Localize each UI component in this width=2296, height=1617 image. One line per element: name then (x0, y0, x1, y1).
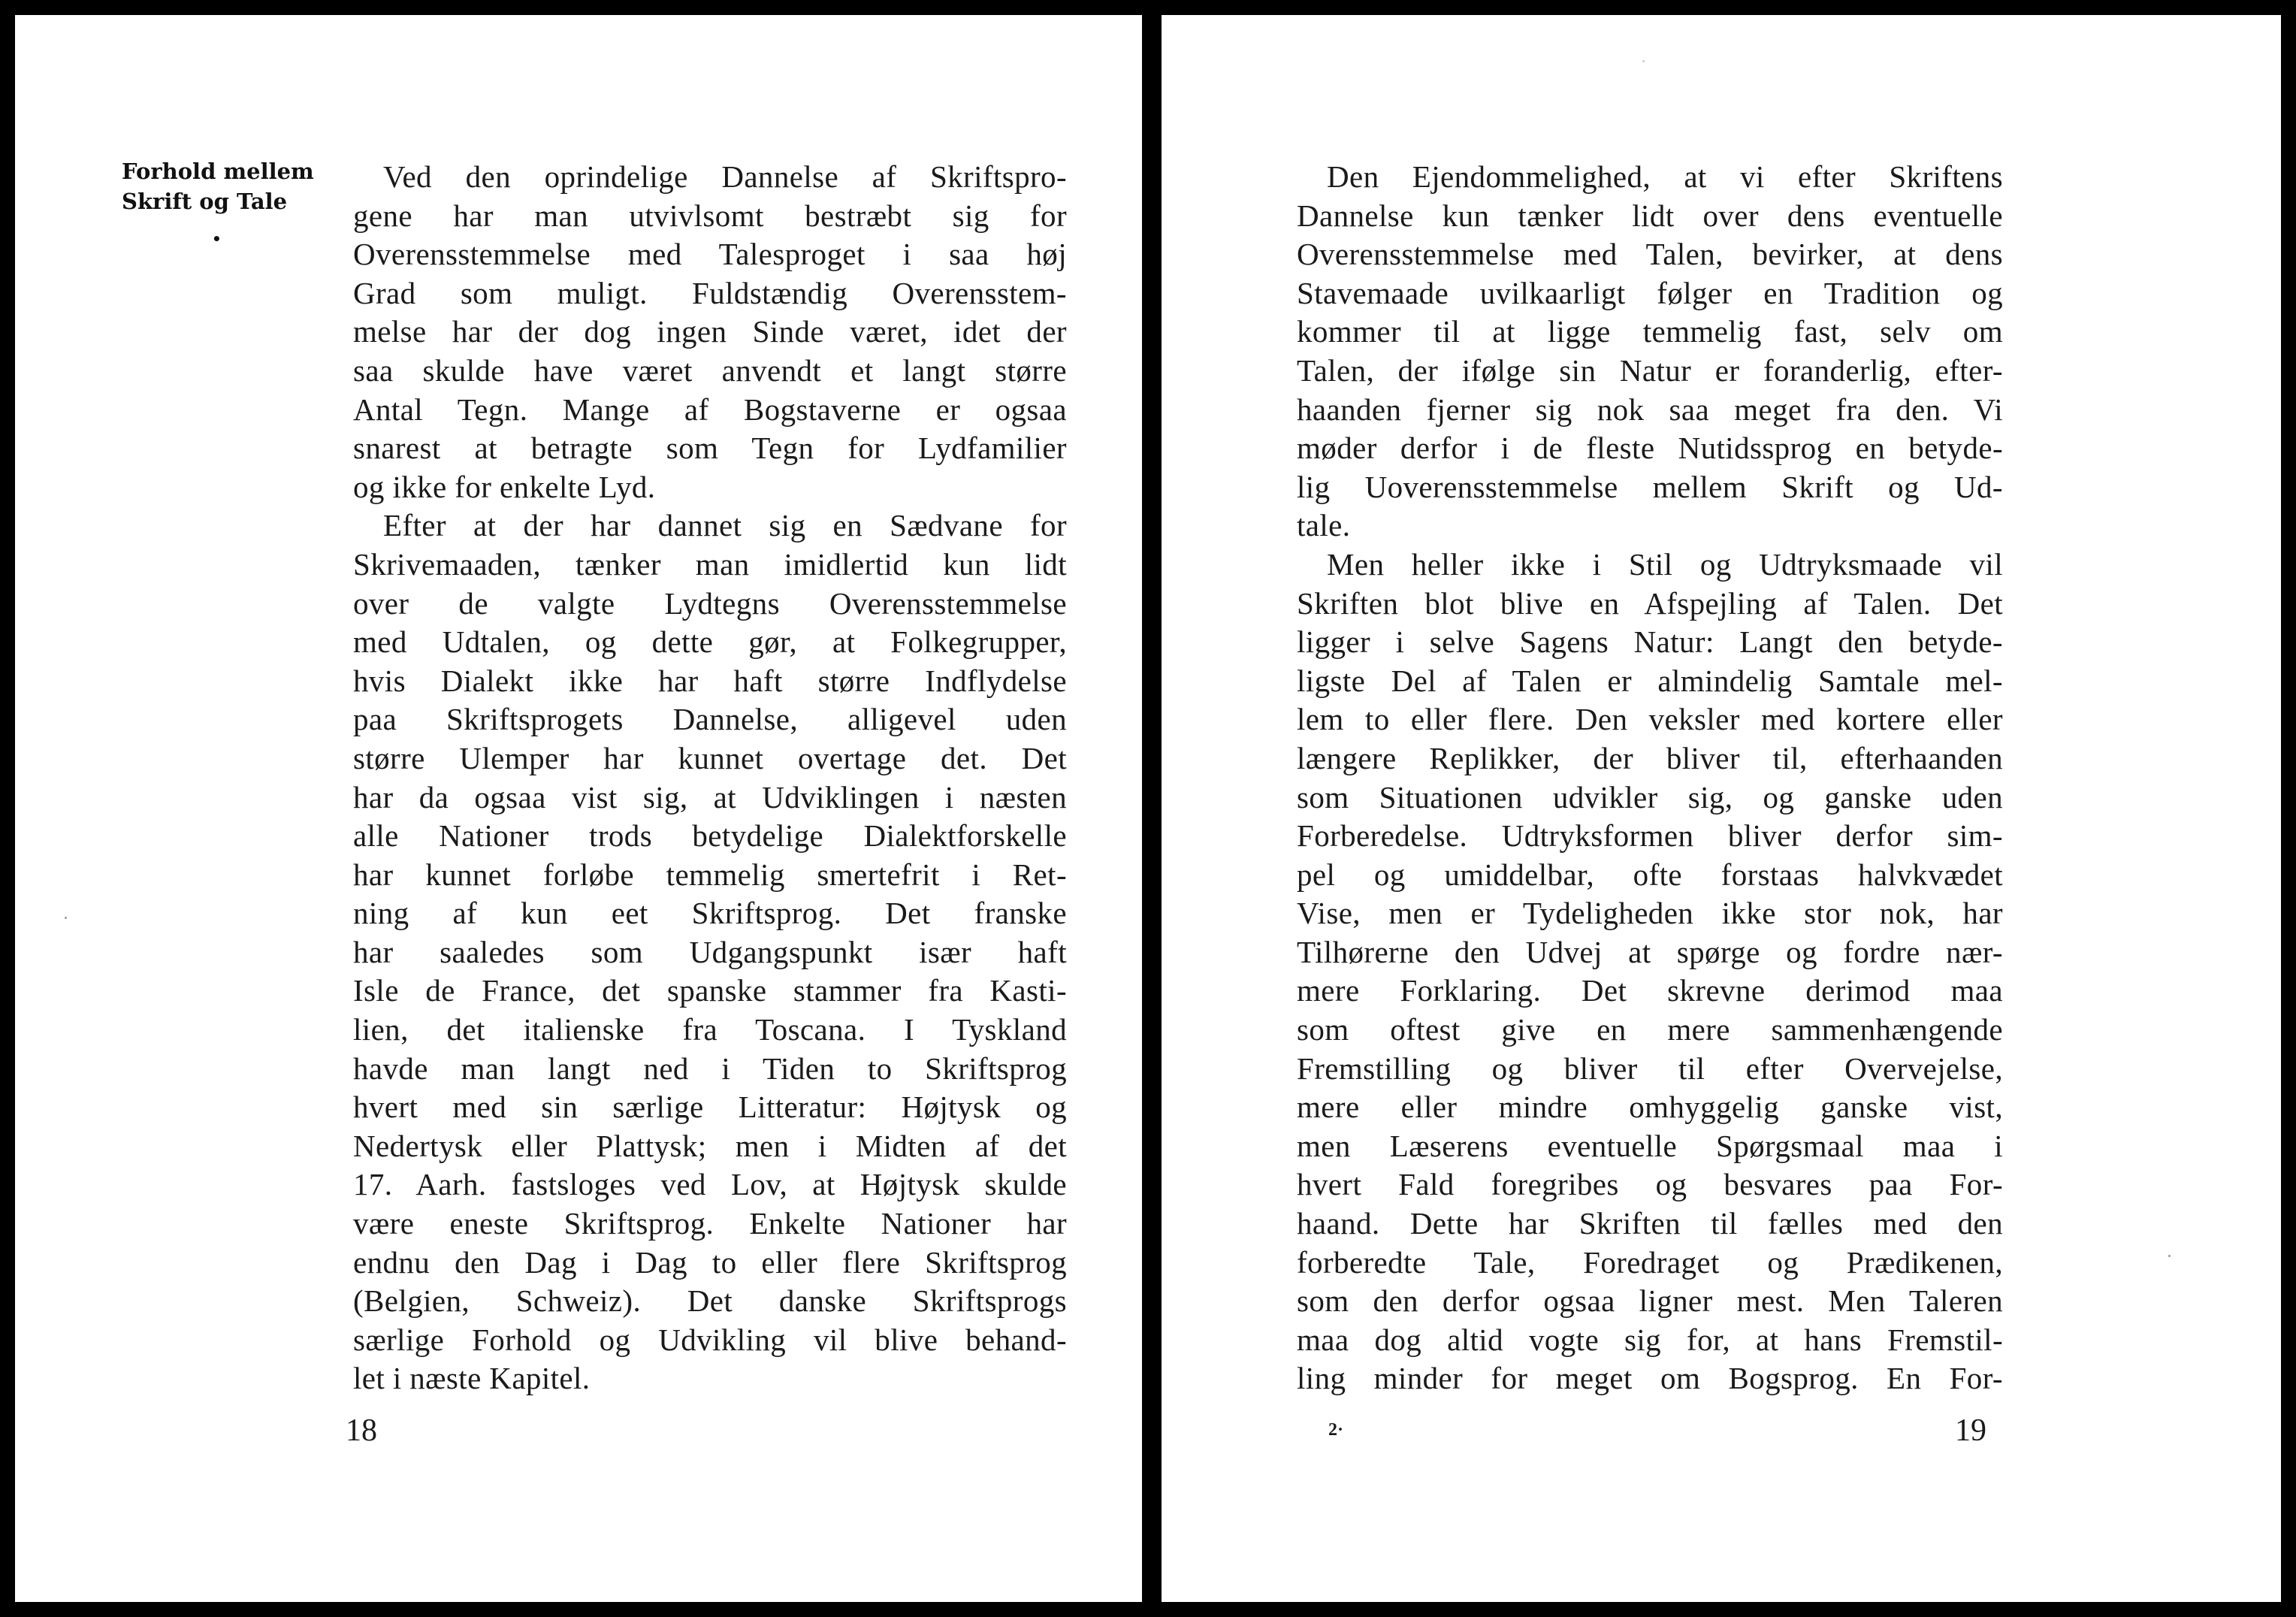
text-line: lien, det italienske fra Toscana. I Tyskland (353, 1012, 1067, 1047)
text-line: Fremstilling og bliver til efter Overvejelse, (1297, 1050, 2003, 1086)
text-line: Overensstemmelse med Talesproget i saa høj (353, 237, 1067, 272)
paper-speck (2168, 1255, 2171, 1257)
text-line: længere Replikker, der bliver til, efterhaanden (1297, 740, 2003, 775)
text-line: Tilhørerne den Udvej at spørge og fordre nær- (1297, 934, 2003, 969)
text-line: lig Uoverensstemmelse mellem Skrift og Ud- (1297, 469, 2003, 504)
text-line: Overensstemmelse med Talen, bevirker, at dens (1297, 237, 2003, 272)
text-line: som Situationen udvikler sig, og ganske uden (1297, 779, 2003, 815)
text-line: hvert Fald foregribes og besvares paa For- (1297, 1167, 2003, 1202)
text-line: forberedte Tale, Foredraget og Prædikenen, (1297, 1244, 2003, 1280)
text-line: med Udtalen, og dette gør, at Folkegrupper, (353, 624, 1067, 660)
right-page (1162, 15, 2281, 1602)
margin-note-mark: • (212, 230, 222, 248)
margin-note-line-1: Forhold mellem (122, 159, 314, 184)
text-line: endnu den Dag i Dag to eller flere Skriftsprog (353, 1244, 1067, 1280)
text-line: mere eller mindre omhyggelig ganske vist, (1297, 1090, 2003, 1125)
text-line: snarest at betragte som Tegn for Lydfamilier (353, 431, 1067, 466)
text-line: Isle de France, det spanske stammer fra Kasti- (353, 973, 1067, 1008)
left-page (15, 15, 1142, 1602)
text-line: være eneste Skriftsprog. Enkelte Nationer har (353, 1206, 1067, 1241)
text-line: Stavemaade uvilkaarligt følger en Tradition og (1297, 275, 2003, 310)
text-line: Skriften blot blive en Afspejling af Talen. Det (1297, 585, 2003, 621)
text-line: havde man langt ned i Tiden to Skriftsprog (353, 1050, 1067, 1086)
text-line: og ikke for enkelte Lyd. (353, 469, 656, 504)
text-line: let i næste Kapitel. (353, 1361, 591, 1396)
left-page-body-text (353, 158, 1067, 1398)
signature-mark: 2· (1328, 1420, 1344, 1440)
text-line: særlige Forhold og Udvikling vil blive behand- (353, 1322, 1067, 1357)
text-line: alle Nationer trods betydelige Dialektforskelle (353, 818, 1067, 854)
text-line: ling minder for meget om Bogsprog. En For- (1297, 1361, 2003, 1396)
margin-note (122, 156, 347, 248)
text-line: Men heller ikke i Stil og Udtryksmaade vil (1327, 546, 2003, 582)
text-line: Antal Tegn. Mange af Bogstaverne er ogsaa (353, 391, 1067, 427)
text-line: hvis Dialekt ikke har haft større Indflydelse (353, 663, 1067, 698)
text-line: (Belgien, Schweiz). Det danske Skriftsprogs (353, 1283, 1067, 1319)
text-line: ligste Del af Talen er almindelig Samtale mel- (1297, 663, 2003, 698)
paper-speck (65, 917, 67, 919)
text-line: har saaledes som Udgangspunkt især haft (353, 934, 1067, 969)
text-line: Efter at der har dannet sig en Sædvane for (383, 508, 1067, 543)
text-line: tale. (1297, 508, 1351, 543)
text-line: haanden fjerner sig nok saa meget fra den. Vi (1297, 391, 2003, 427)
right-page-body-text (1297, 158, 2003, 1398)
text-line: hvert med sin særlige Litteratur: Højtysk og (353, 1090, 1067, 1125)
text-line: pel og umiddelbar, ofte forstaas halvkvædet (1297, 857, 2003, 892)
text-line: 17. Aarh. fastsloges ved Lov, at Højtysk skulde (353, 1167, 1067, 1202)
text-line: Den Ejendommelighed, at vi efter Skriftens (1327, 159, 2003, 194)
text-line: Dannelse kun tænker lidt over dens eventuelle (1297, 198, 2003, 233)
text-line: mere Forklaring. Det skrevne derimod maa (1297, 973, 2003, 1008)
text-line: som oftest give en mere sammenhængende (1297, 1012, 2003, 1047)
text-line: Vise, men er Tydeligheden ikke stor nok, har (1297, 896, 2003, 931)
text-line: haand. Dette har Skriften til fælles med den (1297, 1206, 2003, 1241)
text-line: har da ogsaa vist sig, at Udviklingen i næsten (353, 779, 1067, 815)
text-line: saa skulde have været anvendt et langt større (353, 352, 1067, 388)
page-number: 19 (1955, 1413, 1986, 1448)
text-line: paa Skriftsprogets Dannelse, alligevel uden (353, 702, 1067, 737)
text-line: Forberedelse. Udtryksformen bliver derfor sim- (1297, 818, 2003, 854)
text-line: har kunnet forløbe temmelig smertefrit i Ret- (353, 857, 1067, 892)
text-line: kommer til at ligge temmelig fast, selv om (1297, 314, 2003, 349)
text-line: Nedertysk eller Plattysk; men i Midten af det (353, 1128, 1067, 1163)
text-line: Grad som muligt. Fuldstændig Overensstem- (353, 275, 1067, 310)
page-number: 18 (346, 1413, 377, 1448)
text-line: melse har der dog ingen Sinde været, idet der (353, 314, 1067, 349)
text-line: over de valgte Lydtegns Overensstemmelse (353, 585, 1067, 621)
text-line: Talen, der ifølge sin Natur er foranderlig, efter- (1297, 352, 2003, 388)
text-line: lem to eller flere. Den veksler med kortere eller (1297, 702, 2003, 737)
text-line: større Ulemper har kunnet overtage det. Det (353, 740, 1067, 775)
text-line: ligger i selve Sagens Natur: Langt den betyde- (1297, 624, 2003, 660)
text-line: Skrivemaaden, tænker man imidlertid kun lidt (353, 546, 1067, 582)
text-line: møder derfor i de fleste Nutidssprog en betyde- (1297, 431, 2003, 466)
text-line: gene har man utvivlsomt bestræbt sig for (353, 198, 1067, 233)
text-line: maa dog altid vogte sig for, at hans Fremstil- (1297, 1322, 2003, 1357)
text-line: Ved den oprindelige Dannelse af Skriftspro- (383, 159, 1067, 194)
margin-note-line-2: Skrift og Tale (122, 189, 288, 214)
paper-speck (1642, 60, 1645, 62)
text-line: som den derfor ogsaa ligner mest. Men Taleren (1297, 1283, 2003, 1319)
text-line: men Læserens eventuelle Spørgsmaal maa i (1297, 1128, 2003, 1163)
text-line: ning af kun eet Skriftsprog. Det franske (353, 896, 1067, 931)
